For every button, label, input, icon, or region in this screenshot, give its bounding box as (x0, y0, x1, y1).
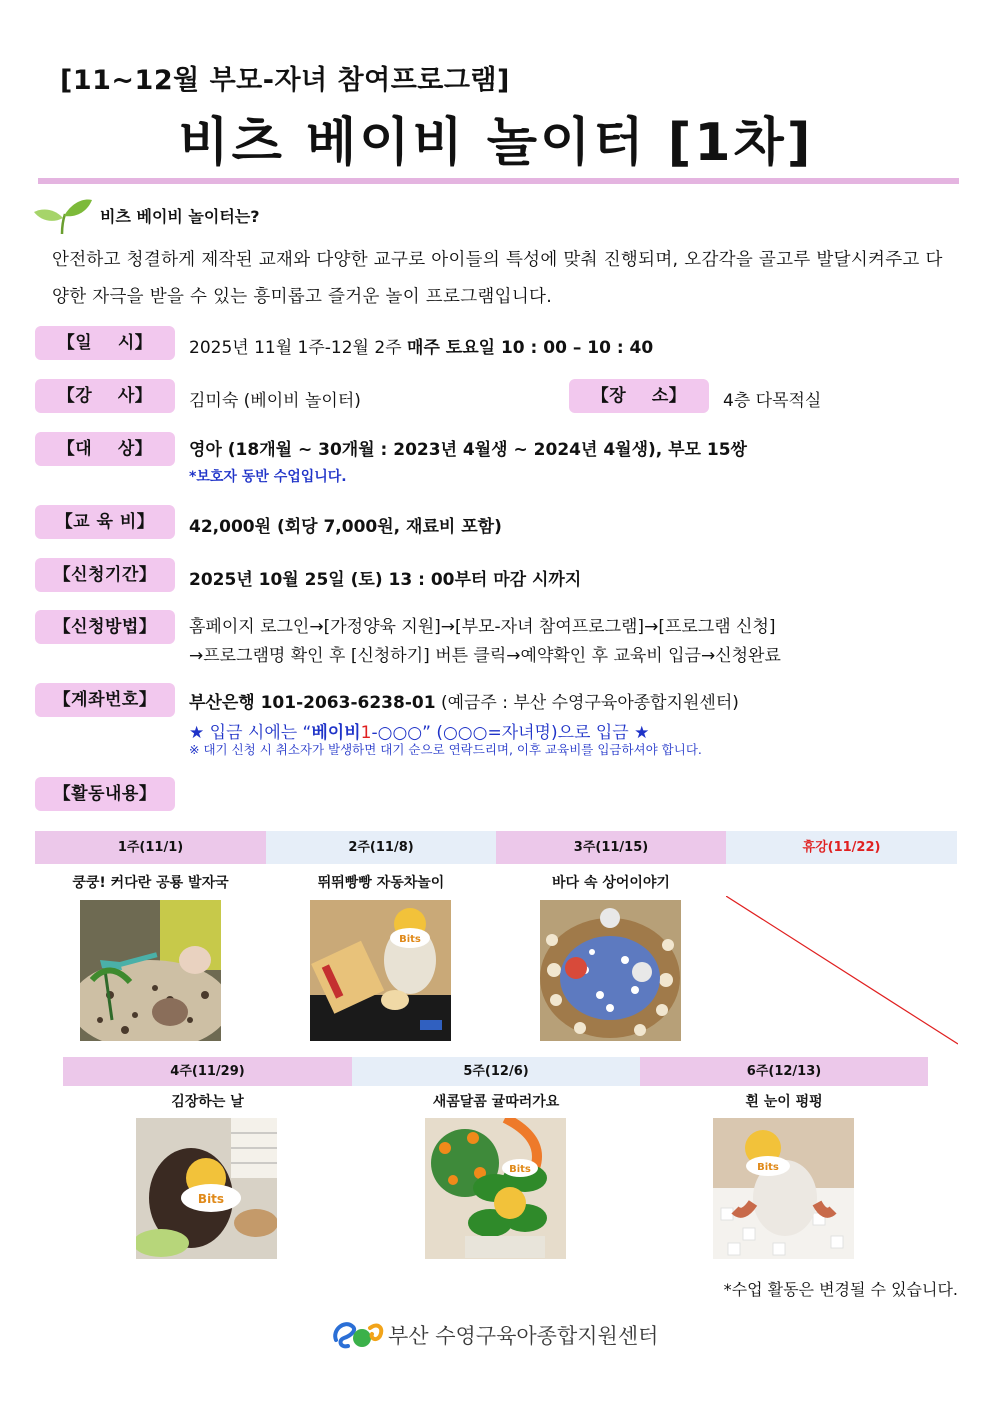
week-6-activity: 흰 눈이 펑펑 (745, 1094, 823, 1110)
place-label: 【장 소】 (569, 379, 709, 413)
sprout-icon (32, 196, 94, 240)
schedule-time: 매주 토요일 10 : 00 – 10 : 40 (407, 338, 654, 358)
week-2-activity: 뛰뛰빵빵 자동차놀이 (317, 875, 445, 891)
program-subtitle: [11~12월 부모-자녀 참여프로그램] (60, 65, 510, 96)
holiday-header: 휴강(11/22) (726, 831, 957, 864)
schedule-label: 【일 시】 (35, 326, 175, 360)
method-line-1: 홈페이지 로그인→[가정양육 지원]→[부모-자녀 참여프로그램]→[프로그램 신청] (189, 617, 776, 637)
photo-sticker-text: Bits (197, 1192, 225, 1206)
intro-text: 안전하고 청결하게 제작된 교재와 다양한 교구로 아이들의 특성에 맞춰 진행되며, 오감각을 골고루 발달시켜주고 다양한 자극을 받을 수 있는 흥미롭고 즐거운 놀이 프로그램입니다. (52, 250, 943, 307)
deposit-number-highlight: 1 (360, 723, 372, 743)
activity-label: 【활동내용】 (35, 777, 175, 811)
tangerine-picking-play-photo (425, 1118, 566, 1259)
week-5-header: 5주(12/6) (352, 1057, 640, 1086)
week-2-header: 2주(11/8) (266, 831, 496, 864)
toy-car-play-photo (310, 900, 451, 1041)
center-logo-icon (330, 1316, 386, 1356)
week-1-header: 1주(11/1) (35, 831, 266, 864)
place-value: 4층 다목적실 (723, 391, 822, 411)
account-holder: (예금주 : 부산 수영구육아종합지원센터) (440, 693, 739, 713)
waitlist-note: ※ 대기 신청 시 취소자가 발생하면 대기 순으로 연락드리며, 이후 교육비를 입금하셔야 합니다. (189, 742, 702, 757)
instructor-value: 김미숙 (베이비 놀이터) (189, 391, 361, 411)
deposit-instruction-suffix: -○○○” (○○○=자녀명)으로 입금 ★ (371, 723, 650, 743)
photo-sticker-text: Bits (757, 1162, 779, 1173)
method-label: 【신청방법】 (35, 610, 175, 644)
change-notice: *수업 활동은 변경될 수 있습니다. (723, 1280, 958, 1299)
fee-value: 42,000원 (회당 7,000원, 재료비 포함) (189, 517, 502, 537)
page-title: 비츠 베이비 놀이터 [1차] (178, 113, 814, 173)
dinosaur-sand-play-photo (80, 900, 221, 1041)
account-label: 【계좌번호】 (35, 683, 175, 717)
deposit-name-highlight: 베이비 (311, 723, 361, 743)
title-divider (38, 178, 959, 184)
target-value: 영아 (18개월 ~ 30개월 : 2023년 4월생 ~ 2024년 4월생), 부모 15쌍 (189, 440, 747, 460)
ball-pool-play-photo (540, 900, 681, 1041)
account-number: 부산은행 101-2063-6238-01 (189, 693, 436, 713)
period-label: 【신청기간】 (35, 558, 175, 592)
photo-sticker-text: Bits (509, 1164, 531, 1175)
snow-play-photo (713, 1118, 854, 1259)
schedule-dates: 2025년 11월 1주-12월 2주 (189, 338, 402, 358)
guardian-note: *보호자 동반 수업입니다. (189, 469, 347, 485)
week-3-activity: 바다 속 상어이야기 (552, 875, 670, 891)
deposit-instruction-prefix: ★ 입금 시에는 “ (189, 723, 312, 743)
method-line-2: →프로그램명 확인 후 [신청하기] 버튼 클릭→예약확인 후 교육비 입금→신청완료 (189, 646, 781, 666)
week-1-activity: 쿵쿵! 커다란 공룡 발자국 (72, 875, 229, 891)
intro-heading: 비츠 베이비 놀이터는? (100, 207, 260, 226)
week-4-header: 4주(11/29) (63, 1057, 352, 1086)
center-name: 부산 수영구육아종합지원센터 (388, 1324, 659, 1348)
target-label: 【대 상】 (35, 432, 175, 466)
kimchi-making-play-photo (136, 1118, 277, 1259)
fee-label: 【교 육 비】 (35, 505, 175, 539)
week-6-header: 6주(12/13) (640, 1057, 928, 1086)
week-3-header: 3주(11/15) (496, 831, 726, 864)
period-value: 2025년 10월 25일 (토) 13 : 00부터 마감 시까지 (189, 570, 582, 590)
account-value (189, 688, 739, 713)
photo-sticker-text: Bits (399, 934, 421, 945)
holiday-strike-line (726, 896, 958, 1046)
instructor-label: 【강 사】 (35, 379, 175, 413)
week-5-activity: 새콤달콤 귤따러가요 (432, 1094, 560, 1110)
week-4-activity: 김장하는 날 (171, 1094, 244, 1110)
schedule-value (189, 333, 653, 358)
